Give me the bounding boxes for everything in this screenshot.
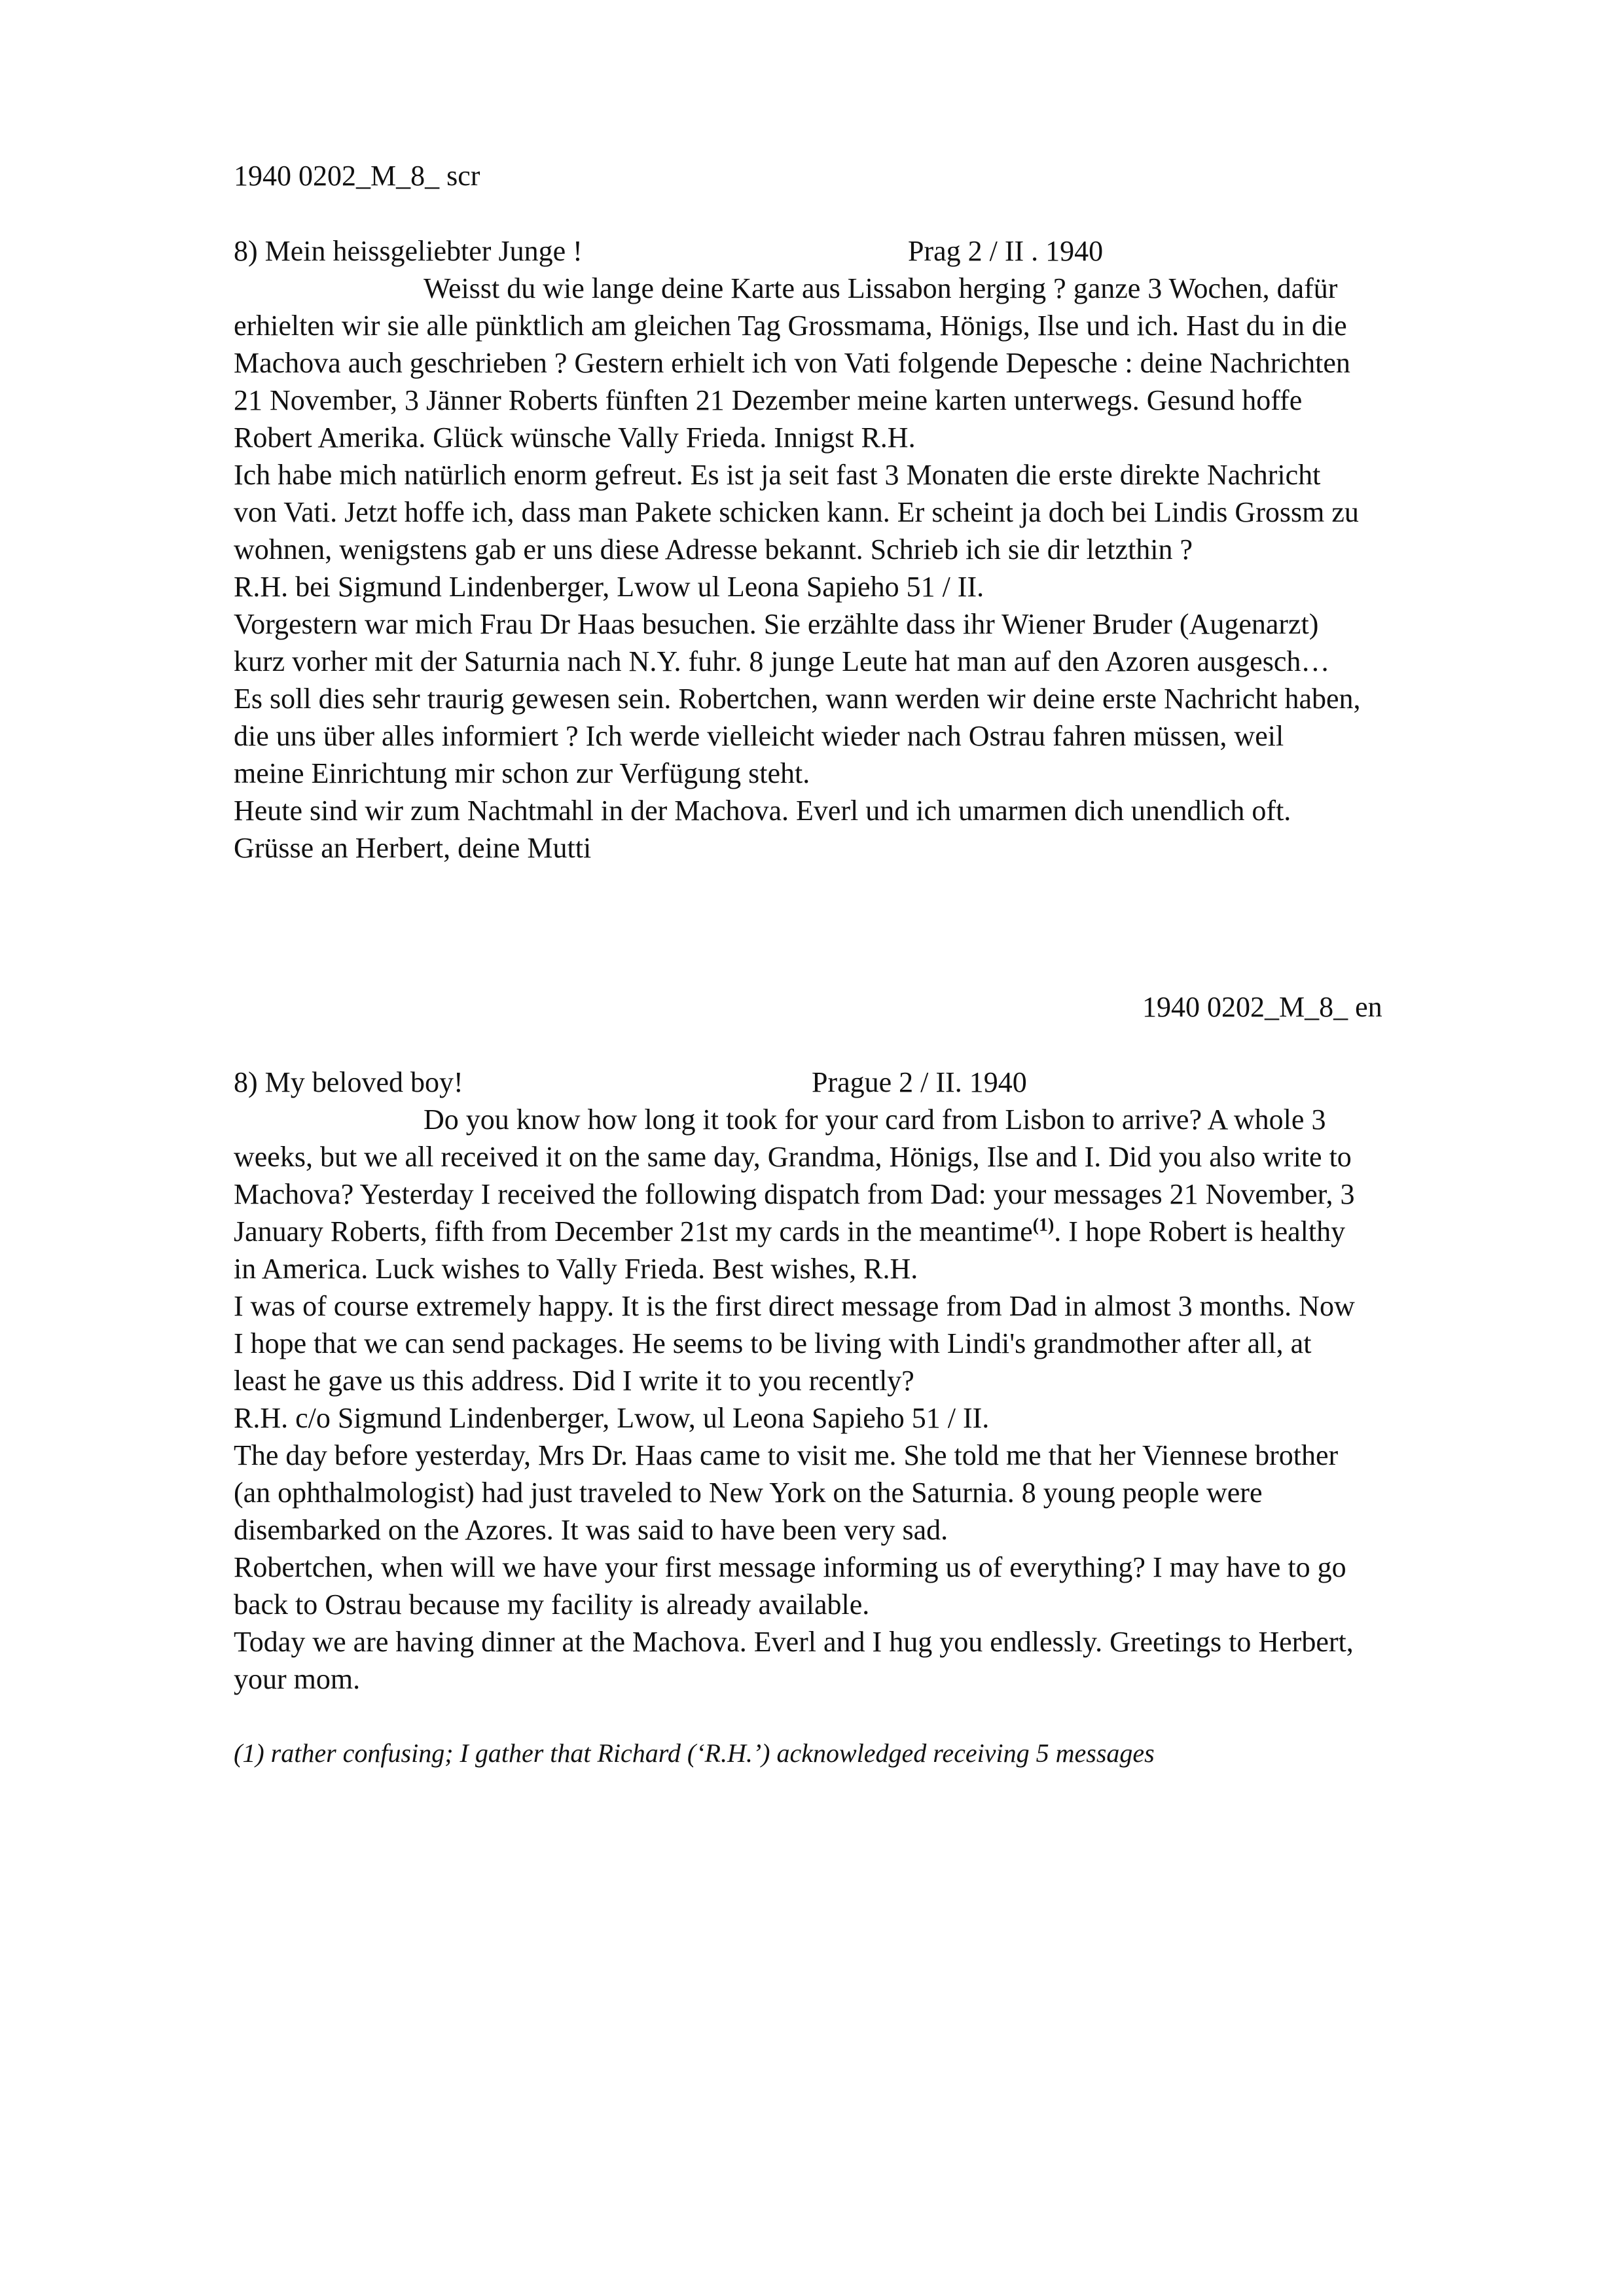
german-letter	[234, 232, 1543, 867]
german-body	[234, 270, 1543, 867]
english-line: I hope that we can send packages. He seems to be living with Lindi's grandmother after all, at	[234, 1327, 1312, 1359]
german-line: die uns über alles informiert ? Ich werde vielleicht wieder nach Ostrau fahren müssen, weil	[234, 720, 1284, 752]
german-line: Robert Amerika. Glück wünsche Vally Frieda. Innigst R.H.	[234, 422, 916, 454]
german-line: Weisst du wie lange deine Karte aus Lissabon herging ? ganze 3 Wochen, dafür	[424, 272, 1338, 304]
english-file-id-block	[1142, 988, 1535, 1026]
german-line: Vorgestern war mich Frau Dr Haas besuchen. Sie erzählte dass ihr Wiener Bruder (Augenarzt)	[234, 608, 1319, 640]
german-line: meine Einrichtung mir schon zur Verfügung steht.	[234, 757, 810, 789]
footnote-block	[234, 1734, 1543, 1772]
english-line-start: January Roberts, fifth from December 21st my cards in the meantime	[234, 1215, 1033, 1247]
english-line: Do you know how long it took for your card from Lisbon to arrive? A whole 3	[424, 1103, 1326, 1136]
english-letter	[234, 1064, 1543, 1698]
english-salutation: 8) My beloved boy!	[234, 1066, 463, 1098]
english-file-id: 1940 0202_M_8_ en	[1142, 991, 1382, 1023]
german-section	[234, 157, 1543, 194]
footnote-text: (1) rather confusing; I gather that Richard (‘R.H.’) acknowledged receiving 5 messages	[234, 1738, 1155, 1768]
english-line: Robertchen, when will we have your first message informing us of everything? I may have to go	[234, 1551, 1346, 1583]
german-line: erhielten wir sie alle pünktlich am gleichen Tag Grossmama, Hönigs, Ilse und ich. Hast du in die	[234, 310, 1347, 342]
english-line: least he gave us this address. Did I write it to you recently?	[234, 1365, 914, 1397]
english-line: Today we are having dinner at the Machova. Everl and I hug you endlessly. Greetings to Herbert,	[234, 1626, 1354, 1658]
german-line: Es soll dies sehr traurig gewesen sein. Robertchen, wann werden wir deine erste Nachricht haben,	[234, 683, 1361, 715]
german-line: von Vati. Jetzt hoffe ich, dass man Pakete schicken kann. Er scheint ja doch bei Lindis Grossm zu	[234, 496, 1359, 528]
english-heading-row	[234, 1064, 1543, 1101]
english-line: in America. Luck wishes to Vally Frieda. Best wishes, R.H.	[234, 1253, 918, 1285]
english-line: disembarked on the Azores. It was said to have been very sad.	[234, 1514, 948, 1546]
german-line: kurz vorher mit der Saturnia nach N.Y. fuhr. 8 junge Leute hat man auf den Azoren ausgesch…	[234, 645, 1330, 677]
english-line: (an ophthalmologist) had just traveled to New York on the Saturnia. 8 young people were	[234, 1477, 1263, 1509]
english-line: weeks, but we all received it on the same day, Grandma, Hönigs, Ilse and I. Did you also write to	[234, 1141, 1352, 1173]
german-heading-row	[234, 232, 1543, 270]
german-line: wohnen, wenigstens gab er uns diese Adresse bekannt. Schrieb ich sie dir letzthin ?	[234, 533, 1193, 565]
german-place-date: Prag 2 / II . 1940	[908, 235, 1104, 267]
german-salutation: 8) Mein heissgeliebter Junge !	[234, 235, 583, 267]
english-place-date: Prague 2 / II. 1940	[812, 1066, 1027, 1098]
german-line: Grüsse an Herbert, deine Mutti	[234, 832, 592, 864]
english-line-end: . I hope Robert is healthy	[1054, 1215, 1346, 1247]
english-line: The day before yesterday, Mrs Dr. Haas came to visit me. She told me that her Viennese brother	[234, 1439, 1339, 1471]
english-line: R.H. c/o Sigmund Lindenberger, Lwow, ul Leona Sapieho 51 / II.	[234, 1402, 990, 1434]
english-line: Machova? Yesterday I received the following dispatch from Dad: your messages 21 November, 3	[234, 1178, 1355, 1210]
footnote-marker: (1)	[1032, 1215, 1055, 1236]
german-file-id: 1940 0202_M_8_ scr	[234, 160, 480, 192]
english-body	[234, 1101, 1543, 1698]
german-line: R.H. bei Sigmund Lindenberger, Lwow ul Leona Sapieho 51 / II.	[234, 571, 984, 603]
english-line-with-footnote	[234, 1213, 1543, 1250]
german-line: Heute sind wir zum Nachtmahl in der Machova. Everl und ich umarmen dich unendlich oft.	[234, 795, 1291, 827]
german-line: Machova auch geschrieben ? Gestern erhielt ich von Vati folgende Depesche : deine Nachrichten	[234, 347, 1350, 379]
english-line: your mom.	[234, 1663, 361, 1695]
german-line: Ich habe mich natürlich enorm gefreut. Es ist ja seit fast 3 Monaten die erste direkte Nachricht	[234, 459, 1321, 491]
german-line: 21 November, 3 Jänner Roberts fünften 21 Dezember meine karten unterwegs. Gesund hoffe	[234, 384, 1303, 416]
english-line: I was of course extremely happy. It is the first direct message from Dad in almost 3 months. Now	[234, 1290, 1355, 1322]
english-line: back to Ostrau because my facility is already available.	[234, 1588, 870, 1621]
